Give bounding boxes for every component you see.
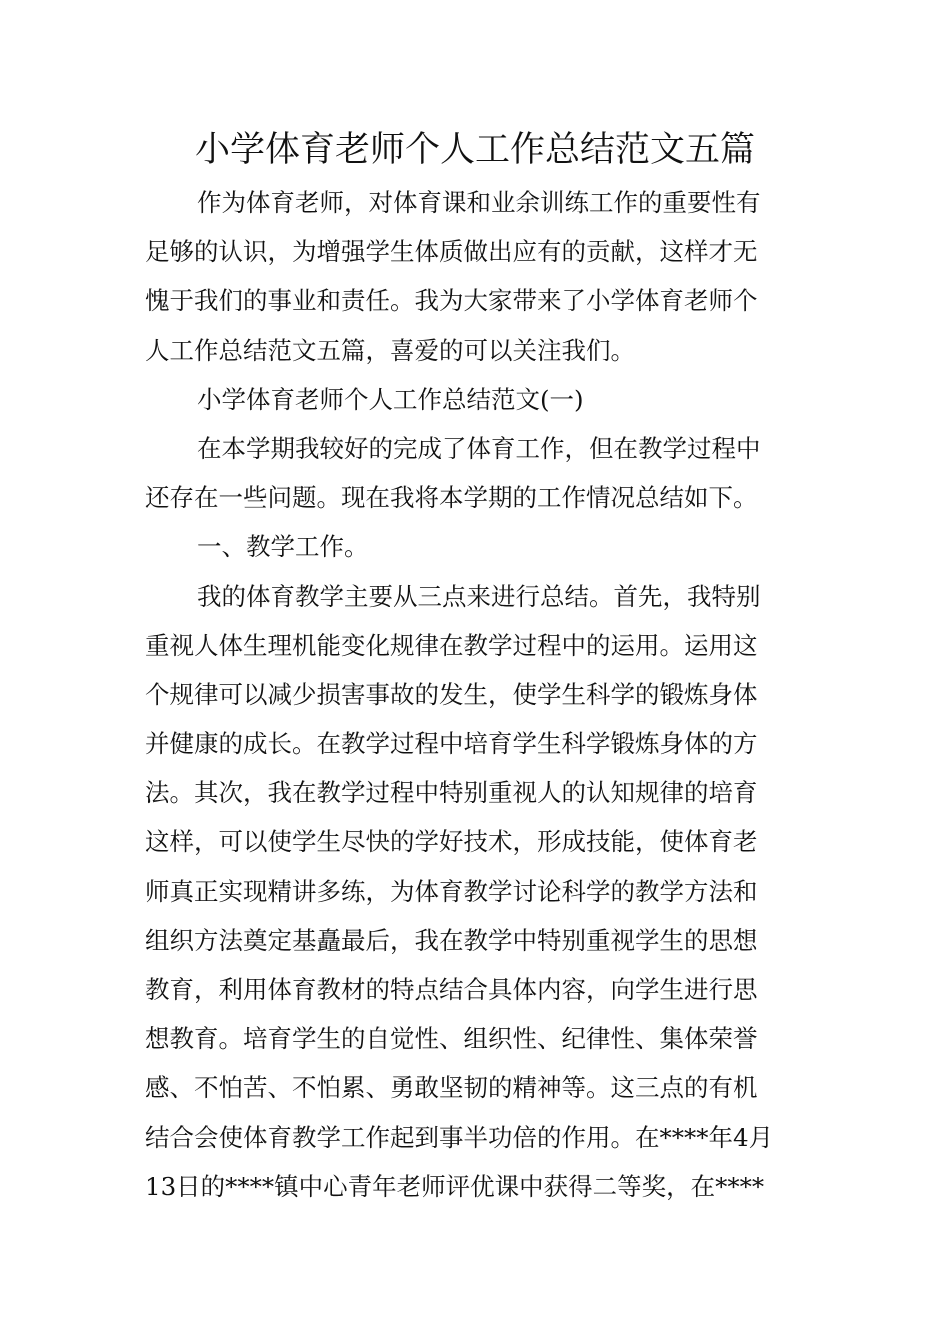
text-line: 在本学期我较好的完成了体育工作，但在教学过程中 xyxy=(197,433,761,463)
document-title: 小学体育老师个人工作总结范文五篇 xyxy=(194,130,755,170)
text-line: 人工作总结范文五篇，喜爱的可以关注我们。 xyxy=(145,335,635,365)
text-line: 结合会使体育教学工作起到事半功倍的作用。在****年4月 xyxy=(145,1122,774,1152)
text-line: 感、不怕苦、不怕累、勇敢坚韧的精神等。这三点的有机 xyxy=(145,1073,758,1103)
text-line: 法。其次，我在教学过程中特别重视人的认知规律的培育 xyxy=(145,778,758,808)
text-line: 重视人体生理机能变化规律在教学过程中的运用。运用这 xyxy=(145,630,758,660)
text-line: 组织方法奠定基矗最后，我在教学中特别重视学生的思想 xyxy=(145,925,758,955)
text-line: 并健康的成长。在教学过程中培育学生科学锻炼身体的方 xyxy=(145,729,758,759)
text-line: 教育，利用体育教材的特点结合具体内容，向学生进行思 xyxy=(145,975,758,1004)
text-line: 足够的认识，为增强学生体质做出应有的贡献，这样才无 xyxy=(145,237,758,267)
text-line: 师真正实现精讲多练，为体育教学讨论科学的教学方法和 xyxy=(145,876,758,906)
text-line: 想教育。培育学生的自觉性、组织性、纪律性、集体荣誉 xyxy=(145,1024,758,1054)
text-line: 这样，可以使学生尽快的学好技术，形成技能，使体育老 xyxy=(145,827,758,857)
text-line: 作为体育老师，对体育课和业余训练工作的重要性有 xyxy=(197,188,761,217)
text-line: 个规律可以减少损害事故的发生，使学生科学的锻炼身体 xyxy=(145,679,758,709)
text-line: 小学体育老师个人工作总结范文(一) xyxy=(197,384,584,414)
text-line: 一、教学工作。 xyxy=(197,532,369,562)
document-body xyxy=(145,178,810,1211)
text-line: 愧于我们的事业和责任。我为大家带来了小学体育老师个 xyxy=(145,286,758,316)
text-line: 13日的****镇中心青年老师评优课中获得二等奖，在**** xyxy=(145,1171,765,1201)
text-line: 还存在一些问题。现在我将本学期的工作情况总结如下。 xyxy=(145,483,758,513)
text-line: 我的体育教学主要从三点来进行总结。首先，我特别 xyxy=(197,581,761,611)
